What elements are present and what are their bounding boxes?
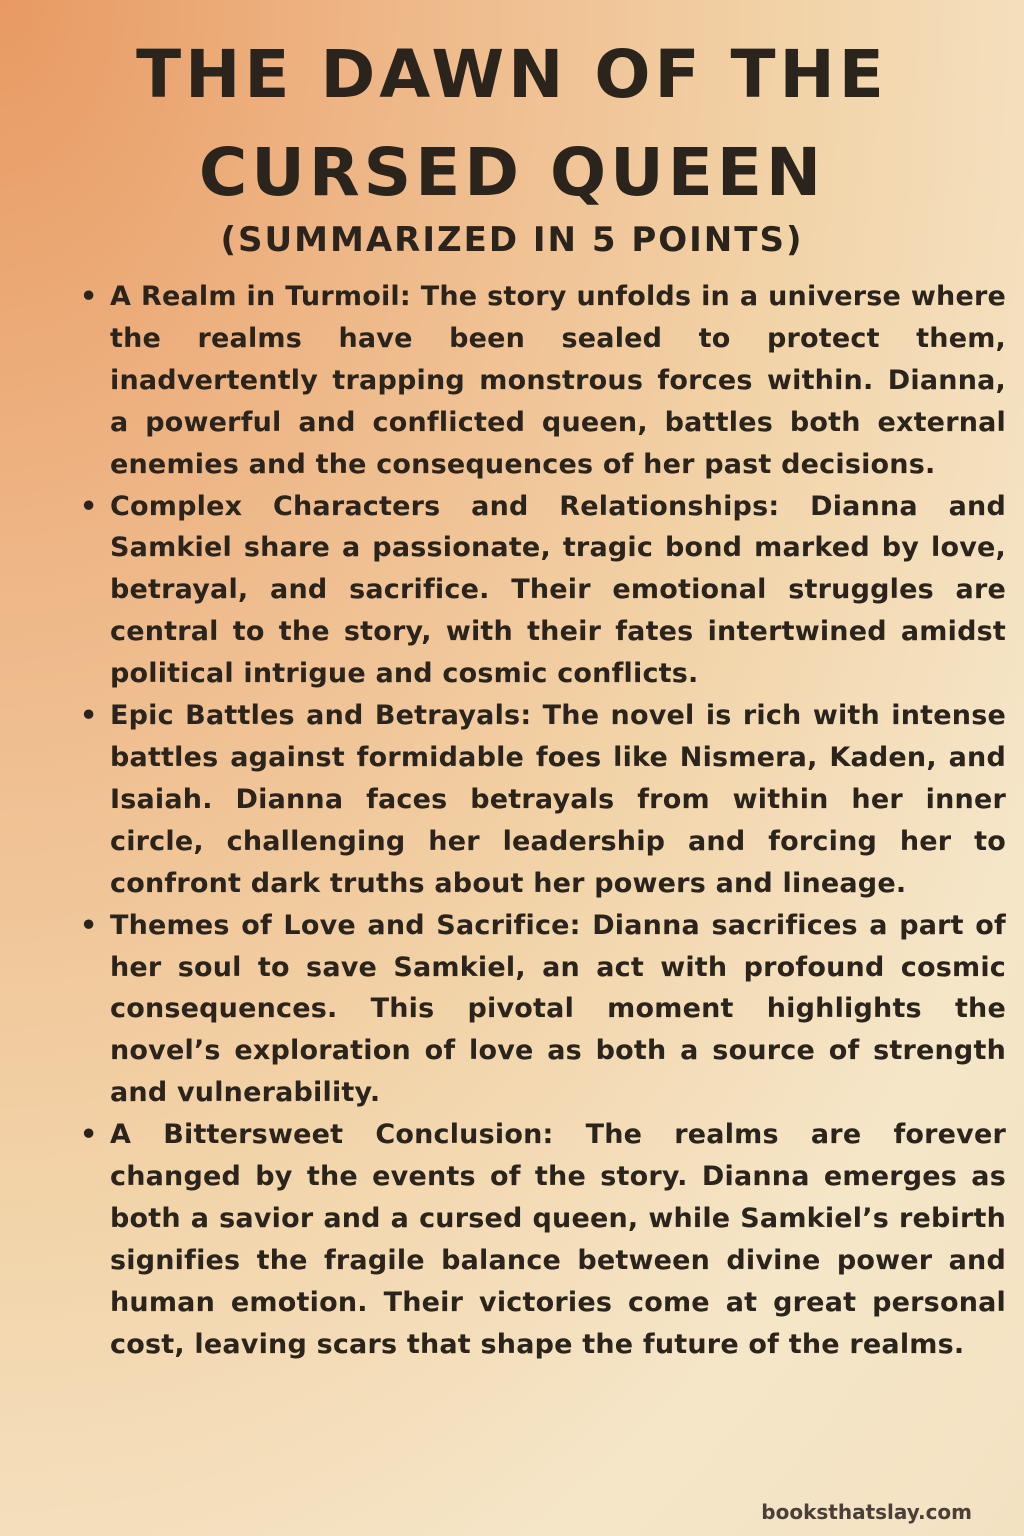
- summary-point: • A Bittersweet Conclusion: The realms are forever changed by the events of the story. Dianna emerges as both a savior and a cursed queen, while Samkiel’s rebirth signifies the fragile balance between divine power and human emotion. Their victories come at great personal cost, leaving scars that shape the future of the realms.: [110, 1114, 1006, 1365]
- website-footer: booksthatslay.com: [761, 1500, 972, 1524]
- subtitle: (SUMMARIZED IN 5 POINTS): [220, 220, 804, 260]
- title-line-2: CURSED QUEEN: [198, 134, 826, 211]
- summary-list: [78, 276, 1006, 1366]
- summary-point: • Complex Characters and Relationships: Dianna and Samkiel share a passionate, tragic bond marked by love, betrayal, and sacrifice. Their emotional struggles are central to the story, with their fates intertwined amidst political intrigue and cosmic conflicts.: [110, 486, 1006, 696]
- summary-point: • Epic Battles and Betrayals: The novel is rich with intense battles against formidable foes like Nismera, Kaden, and Isaiah. Dianna faces betrayals from within her inner circle, challenging her leadership and forcing her to confront dark truths about her powers and lineage.: [110, 695, 1006, 905]
- title-line-1: THE DAWN OF THE: [136, 36, 888, 113]
- summary-point: • Themes of Love and Sacrifice: Dianna sacrifices a part of her soul to save Samkiel, an act with profound cosmic consequences. This pivotal moment highlights the novel’s exploration of love as both a source of strength and vulnerability.: [110, 905, 1006, 1115]
- summary-point: • A Realm in Turmoil: The story unfolds in a universe where the realms have been sealed to protect them, inadvertently trapping monstrous forces within. Dianna, a powerful and conflicted queen, battles both external enemies and the consequences of her past decisions.: [110, 276, 1006, 486]
